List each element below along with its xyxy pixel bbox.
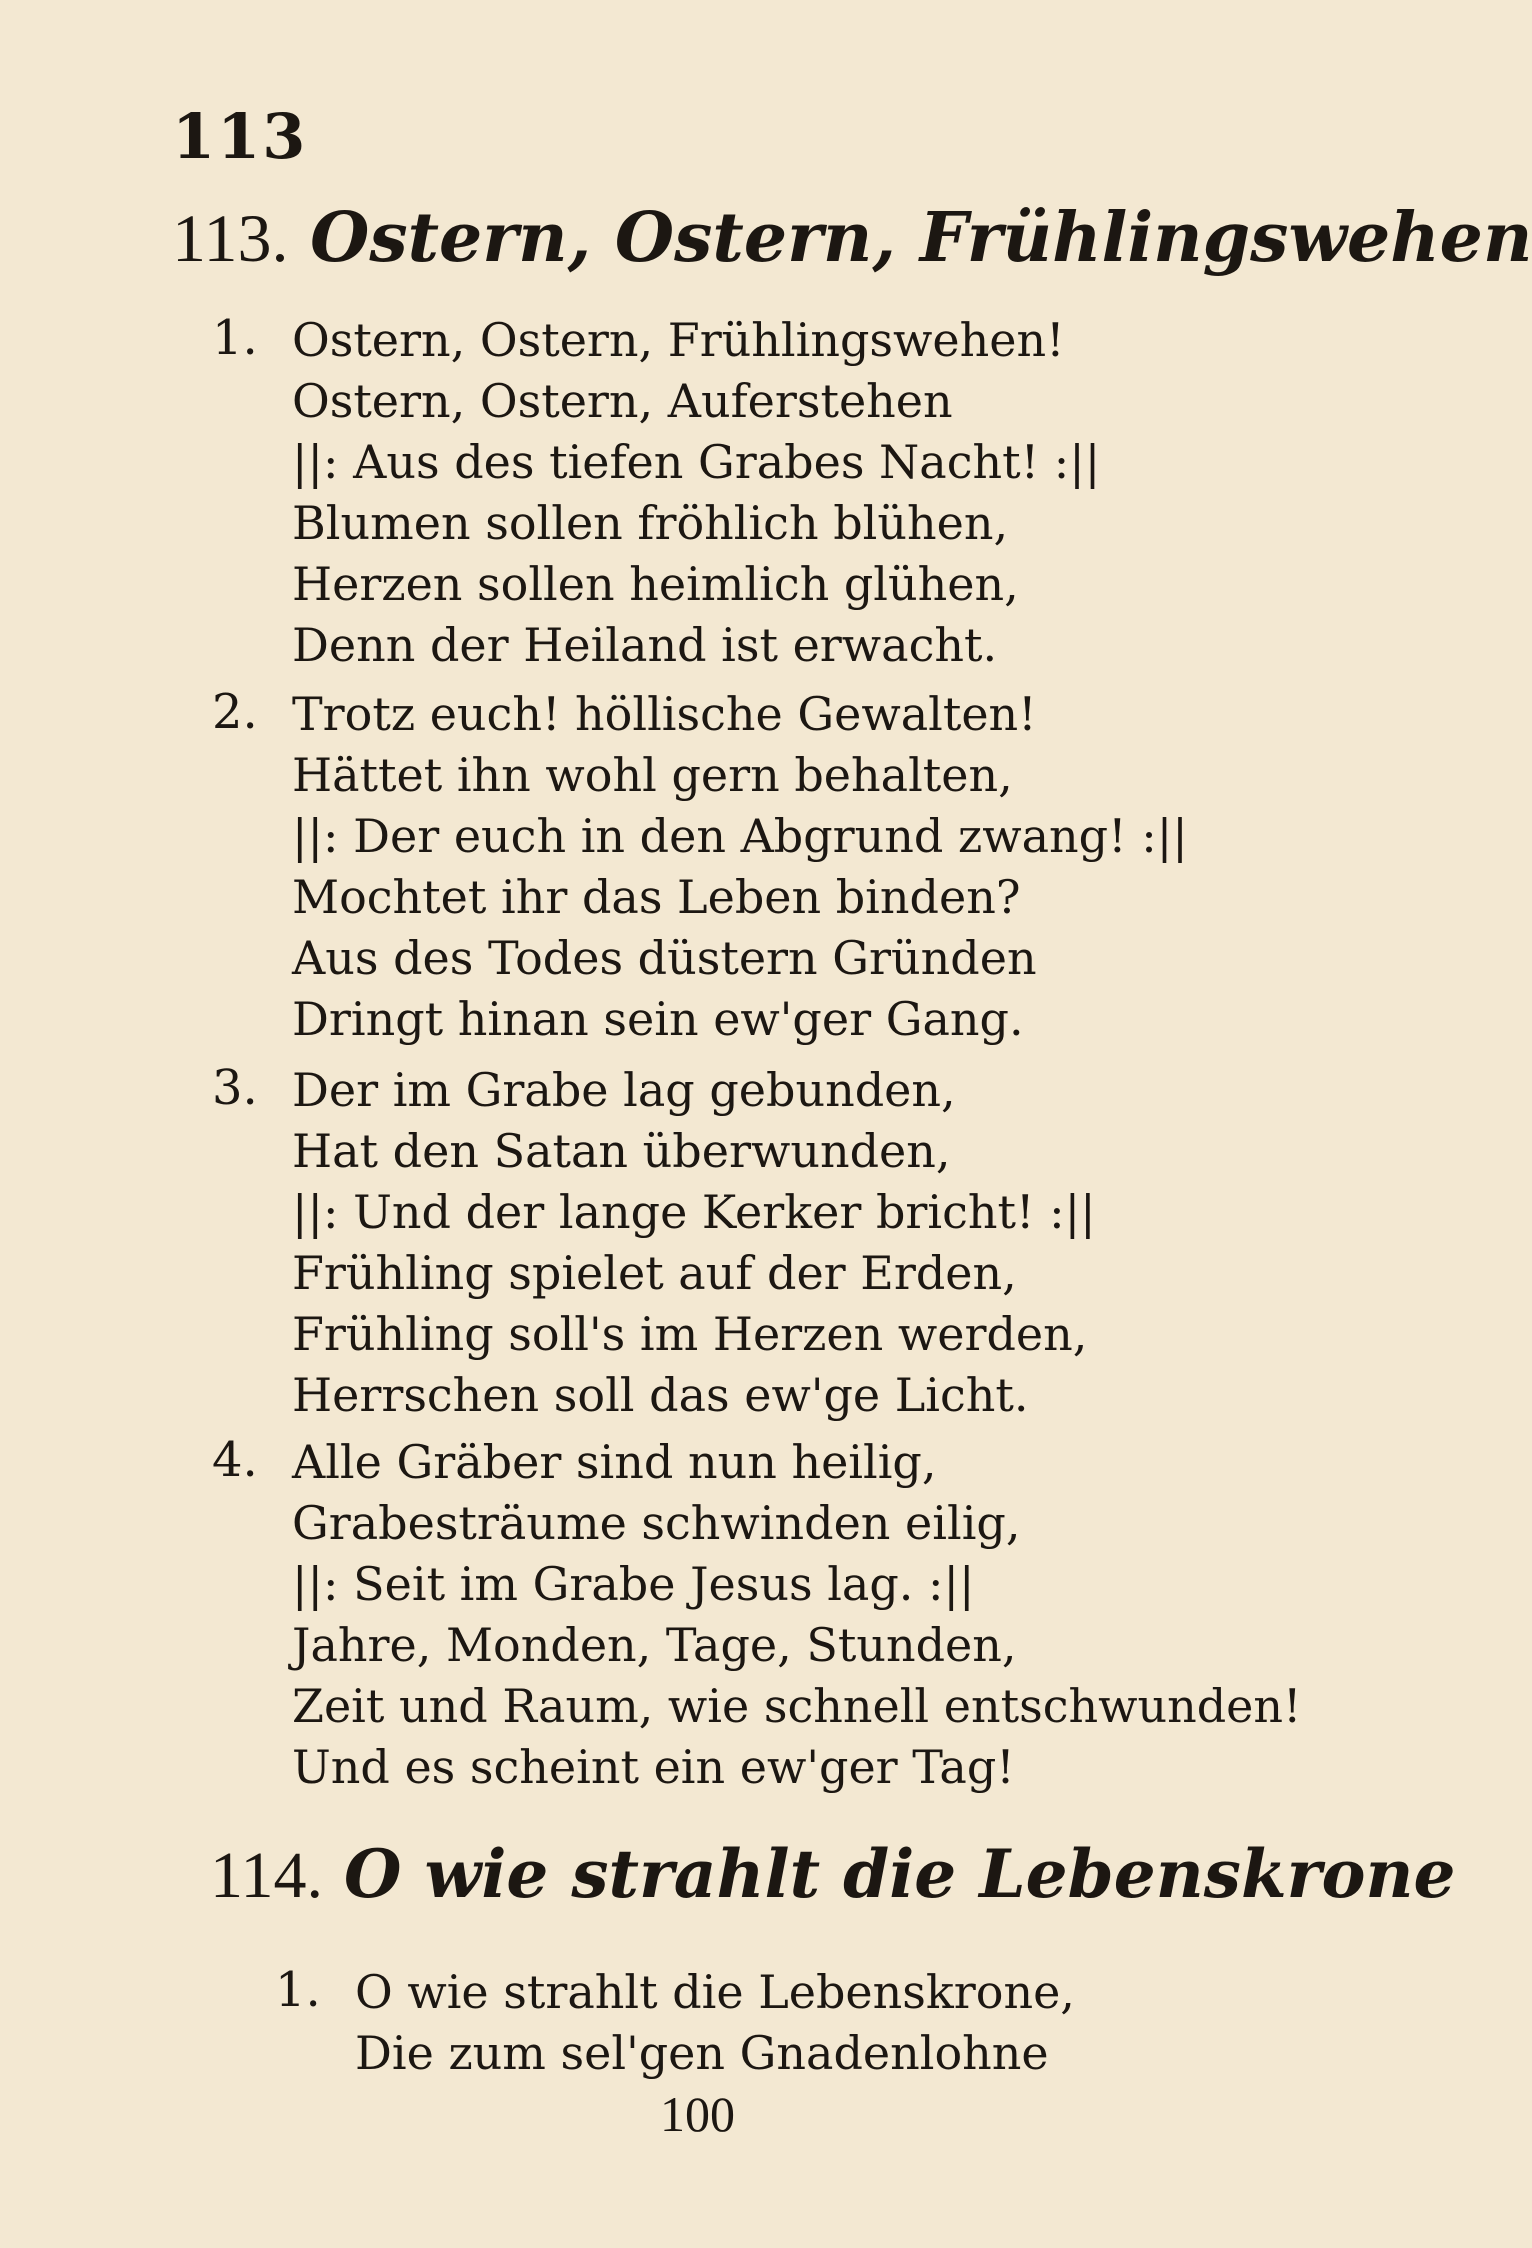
hymn-114-number: 114. [210,1839,324,1912]
stanza-number: 4. [212,1432,258,1488]
verse-line: Frühling spielet auf der Erden, [292,1246,1017,1300]
verse-line: Mochtet ihr das Leben binden? [292,870,1021,924]
stanza-number: 2. [212,684,258,740]
verse-line-repeat: ||: Der euch in den Abgrund zwang! :|| [292,809,1188,863]
hymn-114-heading [210,1835,1455,1914]
verse-line: Dringt hinan sein ew'ger Gang. [292,992,1024,1046]
page-folio-number: 100 [660,2086,735,2142]
verse-line: Und es scheint ein ew'ger Tag! [292,1740,1015,1794]
verse-line: Aus des Todes düstern Gründen [292,931,1037,985]
verse-line-repeat: ||: Aus des tiefen Grabes Nacht! :|| [292,435,1101,489]
verse-line: Frühling soll's im Herzen werden, [292,1307,1088,1361]
running-head-number: 113 [172,100,308,173]
verse-line: Jahre, Monden, Tage, Stunden, [292,1618,1017,1672]
stanza-lines [292,310,1100,676]
verse-line-repeat: ||: Und der lange Kerker bricht! :|| [292,1185,1096,1239]
stanza-number: 1. [275,1962,321,2018]
verse-line: Hättet ihn wohl gern behalten, [292,748,1013,802]
stanza-lines [292,1060,1096,1426]
stanza-lines [292,684,1188,1050]
verse-line: Ostern, Ostern, Frühlingswehen! [292,313,1065,367]
verse-line: Hat den Satan überwunden, [292,1124,951,1178]
verse-line: Grabesträume schwinden eilig, [292,1496,1021,1550]
verse-line: Herzen sollen heimlich glühen, [292,557,1019,611]
stanza-lines [292,1432,1301,1798]
verse-line-repeat: ||: Seit im Grabe Jesus lag. :|| [292,1557,975,1611]
hymn-113-heading [172,198,1532,278]
verse-line: Alle Gräber sind nun heilig, [292,1435,937,1489]
verse-line: Trotz euch! höllische Gewalten! [292,687,1037,741]
verse-line: Ostern, Ostern, Auferstehen [292,374,953,428]
stanza-number: 3. [212,1060,258,1116]
hymn-113-number: 113. [172,200,289,276]
verse-line: Blumen sollen fröhlich blühen, [292,496,1009,550]
verse-line: Herrschen soll das ew'ge Licht. [292,1368,1029,1422]
verse-line: Denn der Heiland ist erwacht. [292,618,998,672]
hymn-113-title: Ostern, Ostern, Frühlingswehen [310,198,1532,278]
stanza-number: 1. [212,310,258,366]
verse-line: Der im Grabe lag gebunden, [292,1063,956,1117]
hymn-114-title: O wie strahlt die Lebenskrone [344,1835,1456,1913]
stanza-lines [355,1962,1075,2084]
verse-line: Zeit und Raum, wie schnell entschwunden! [292,1679,1302,1733]
verse-line: Die zum sel'gen Gnadenlohne [355,2026,1049,2080]
verse-line: O wie strahlt die Lebenskrone, [355,1965,1075,2019]
